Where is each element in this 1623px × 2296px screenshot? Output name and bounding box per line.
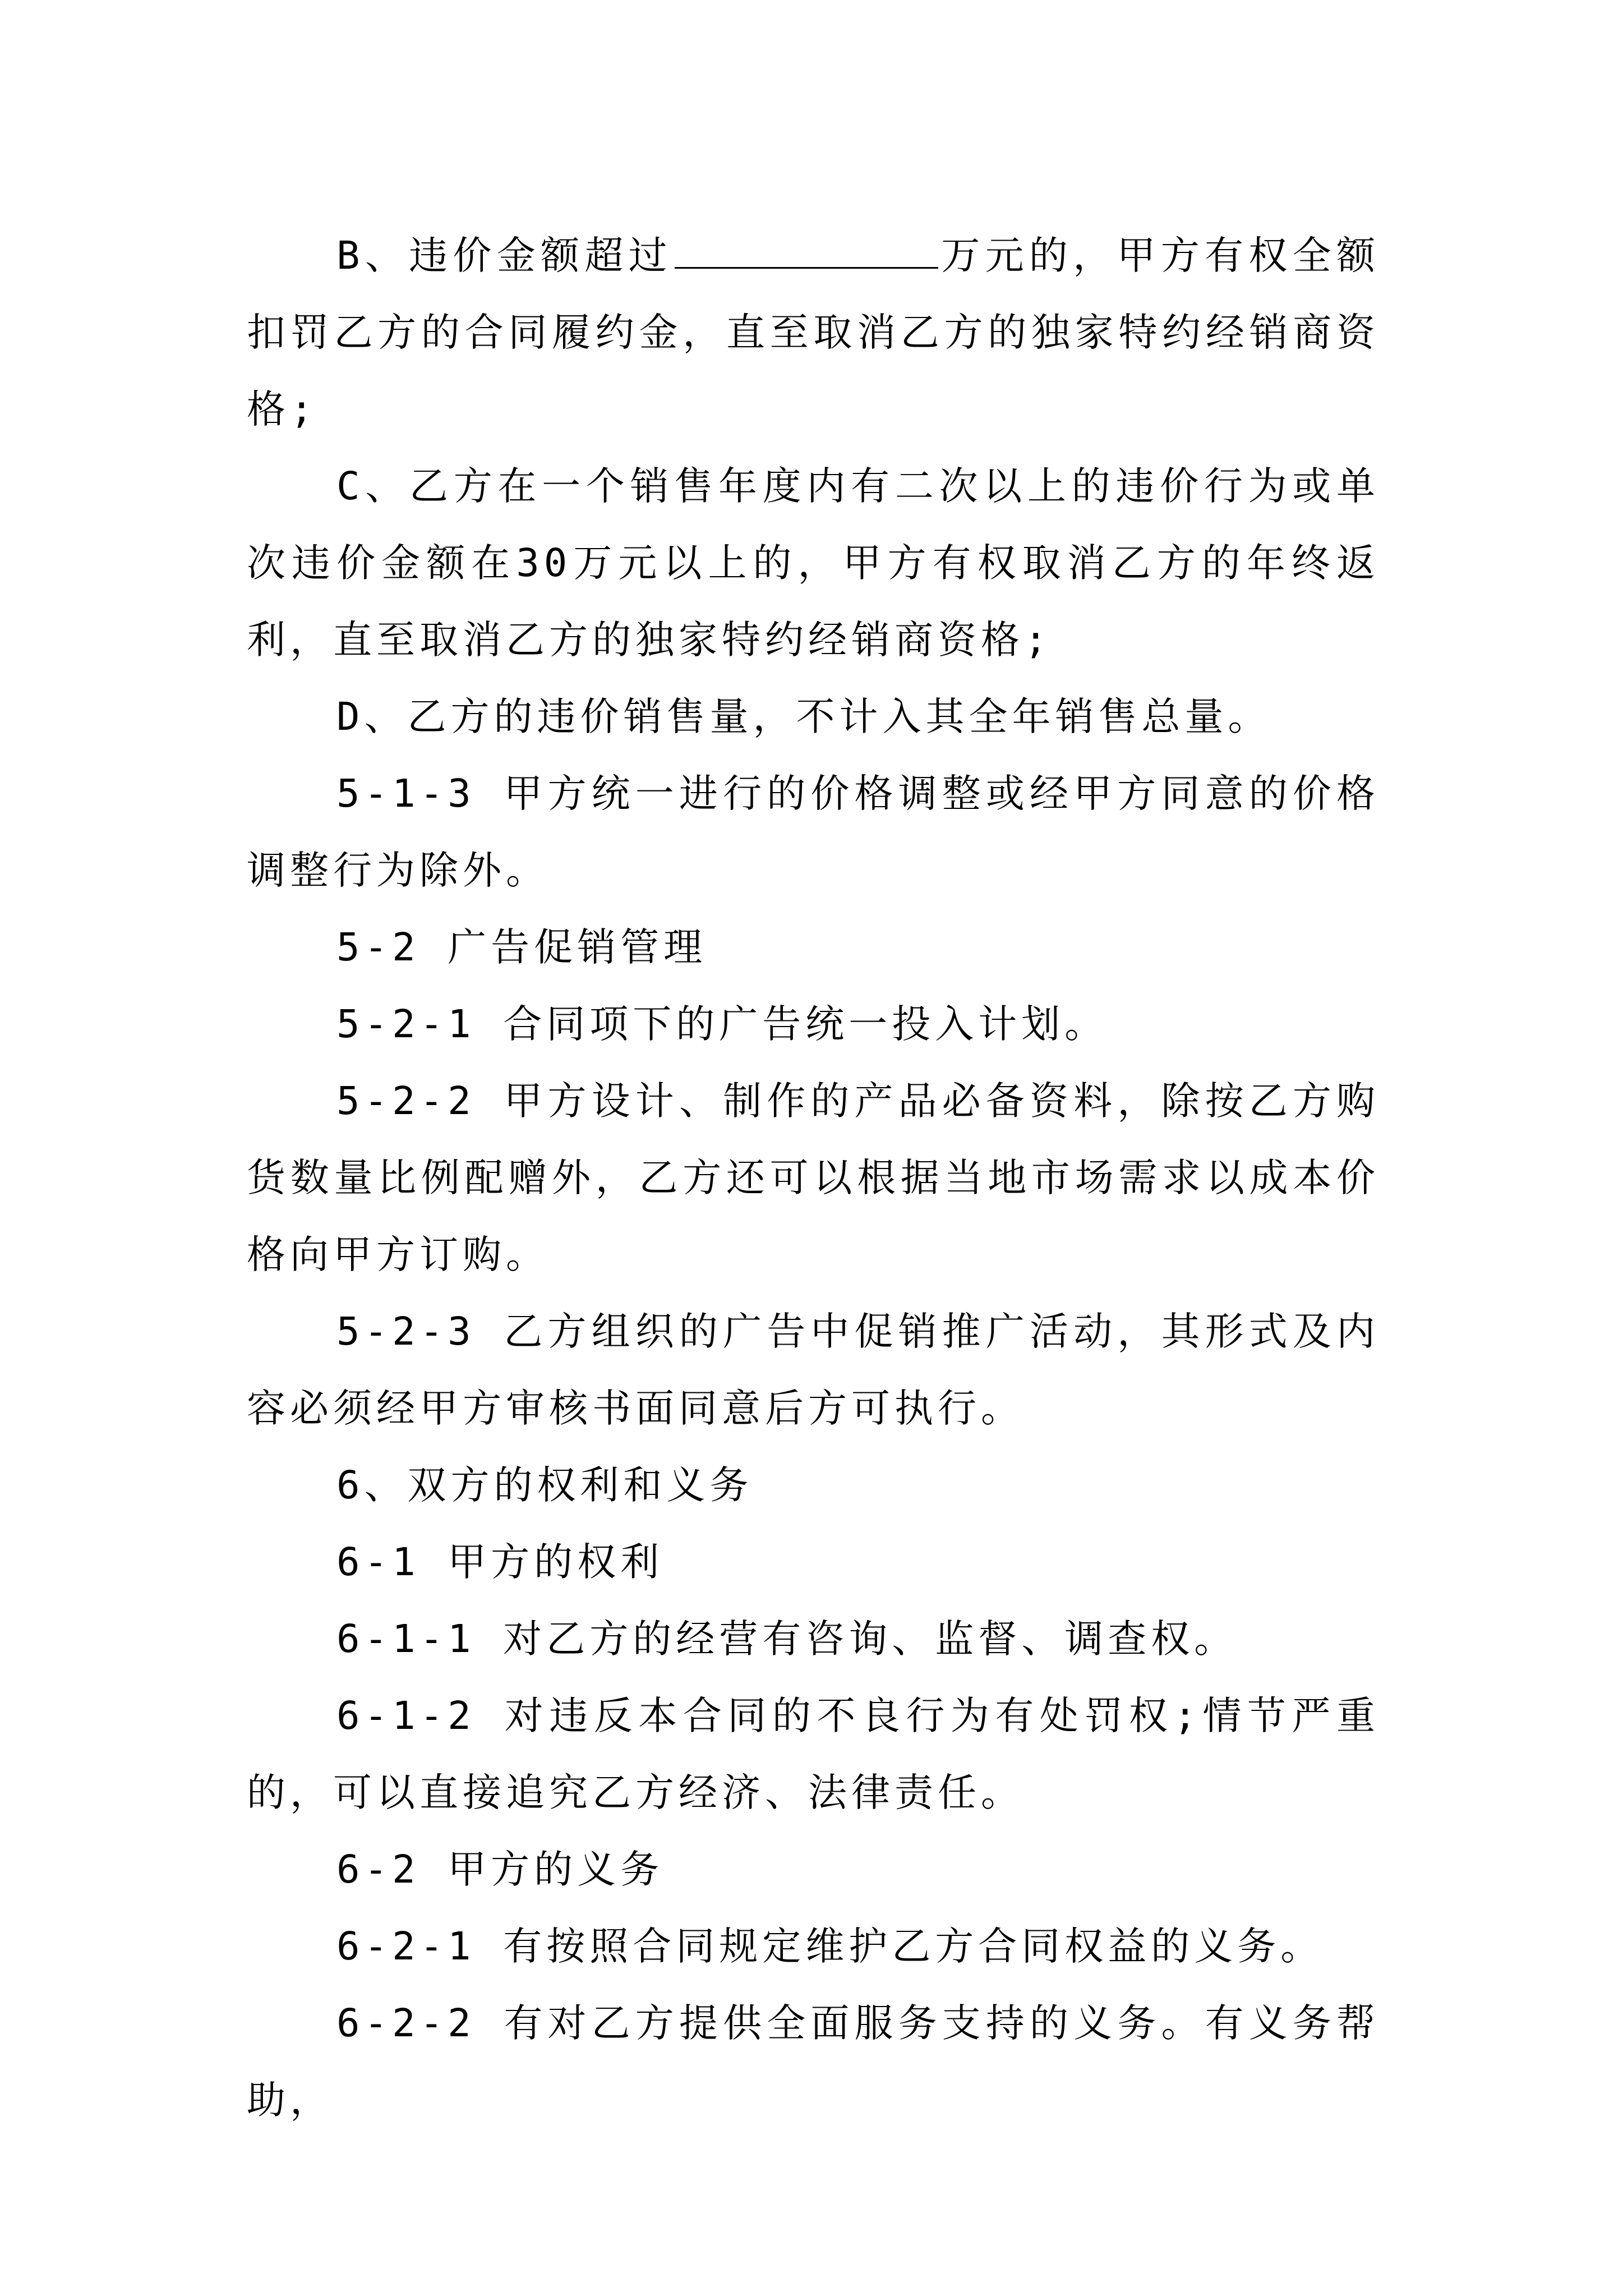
clause-b [247,218,1380,448]
clause-b-suffix: 万元的，甲方有权全额扣罚乙方的合同履约金，直至取消乙方的独家特约经销商资格; [247,233,1380,432]
section-6-2-heading: 6-2 甲方的义务 [336,1847,664,1892]
document-body [247,218,1380,2139]
clause-6-1-1: 6-1-1 对乙方的经营有咨询、监督、调查权。 [336,1617,1238,1662]
clause-5-2-2: 5-2-2 甲方设计、制作的产品必备资料，除按乙方购货数量比例配赠外，乙方还可以根据当地市场需求以成本价格向甲方订购。 [247,1079,1380,1277]
amount-blank-line [675,233,938,269]
clause-c: C、乙方在一个销售年度内有二次以上的违价行为或单次违价金额在30万元以上的，甲方有权取消乙方的年终返利，直至取消乙方的独家特约经销商资格; [247,464,1380,662]
clause-6-2-2: 6-2-2 有对乙方提供全面服务支持的义务。有义务帮助， [247,2001,1380,2123]
clause-5-2-1: 5-2-1 合同项下的广告统一投入计划。 [336,1002,1108,1047]
clause-6-1-2: 6-1-2 对违反本合同的不良行为有处罚权;情节严重的，可以直接追究乙方经济、法律责任。 [247,1694,1380,1815]
clause-b-prefix: B、违价金额超过 [336,233,672,278]
section-6-1-heading: 6-1 甲方的权利 [336,1540,664,1585]
clause-d: D、乙方的违价销售量，不计入其全年销售总量。 [336,694,1271,739]
clause-5-2-3: 5-2-3 乙方组织的广告中促销推广活动，其形式及内容必须经甲方审核书面同意后方可执行。 [247,1309,1380,1431]
clause-5-1-3: 5-1-3 甲方统一进行的价格调整或经甲方同意的价格调整行为除外。 [247,771,1380,893]
section-5-2-heading: 5-2 广告促销管理 [336,925,707,970]
section-6-heading: 6、双方的权利和义务 [336,1463,753,1508]
clause-6-2-1: 6-2-1 有按照合同规定维护乙方合同权益的义务。 [336,1924,1324,1969]
